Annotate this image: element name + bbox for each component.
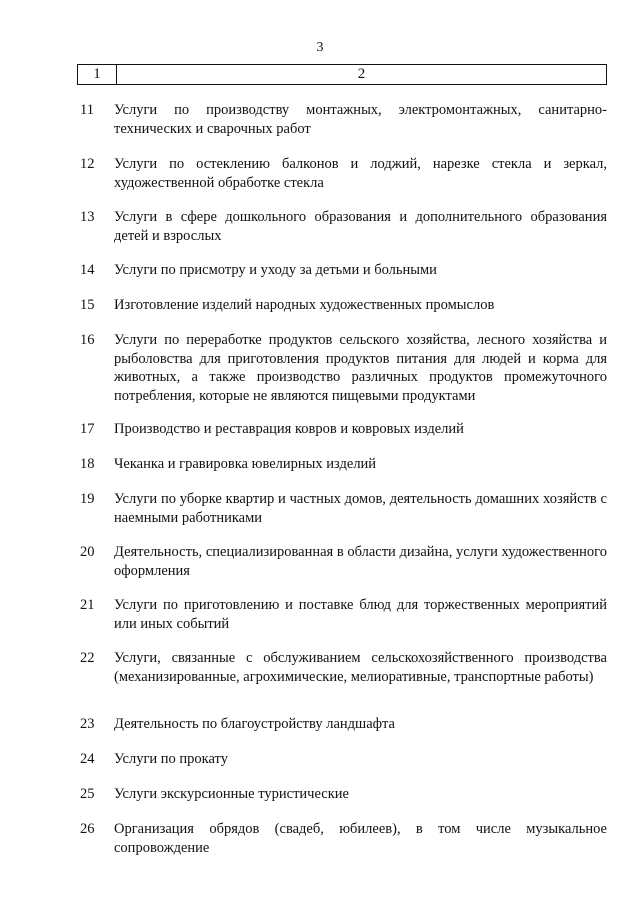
row-text: Услуги по приготовлению и поставке блюд для торжественных мероприятий или иных событий — [114, 597, 607, 632]
row-number: 22 — [80, 650, 95, 666]
row-number: 19 — [80, 491, 95, 507]
row-text: Услуги в сфере дошкольного образования и дополнительного образования детей и взрослых — [114, 209, 607, 244]
row-text: Производство и реставрация ковров и ковровых изделий — [114, 421, 464, 437]
row-text: Чеканка и гравировка ювелирных изделий — [114, 456, 377, 472]
row-text: Услуги по остеклению балконов и лоджий, нарезке стекла и зеркал, художественной обработке стекла — [114, 156, 607, 191]
row-number: 23 — [80, 716, 95, 732]
row-text: Услуги по присмотру и уходу за детьми и больными — [114, 262, 437, 278]
row-text: Деятельность, специализированная в области дизайна, услуги художественного оформления — [114, 544, 607, 579]
table-header — [77, 64, 607, 85]
row-number: 11 — [80, 102, 94, 118]
table-row — [80, 208, 607, 245]
table-row — [80, 820, 607, 857]
row-number: 21 — [80, 597, 95, 613]
row-text: Услуги по прокату — [114, 751, 228, 767]
header-column-number: 1 — [78, 65, 117, 84]
table-row — [80, 490, 607, 527]
row-number: 18 — [80, 456, 95, 472]
table-row — [80, 750, 607, 769]
row-text: Деятельность по благоустройству ландшафта — [114, 716, 395, 732]
table-row — [80, 331, 607, 405]
row-number: 14 — [80, 262, 95, 278]
table-row — [80, 455, 607, 474]
table-row — [80, 155, 607, 192]
table-row — [80, 261, 607, 280]
row-number: 25 — [80, 786, 95, 802]
row-text: Услуги по переработке продуктов сельского хозяйства, лесного хозяйства и рыболовства для приготовления продуктов питания для людей и корма для животных, а также производство различных продуктов промежуточного потребления, которые не являются пищевыми продуктами — [114, 332, 607, 404]
table-row — [80, 420, 607, 439]
row-text: Изготовление изделий народных художественных промыслов — [114, 297, 495, 313]
row-number: 13 — [80, 209, 95, 225]
row-number: 12 — [80, 156, 95, 172]
page-number: 3 — [316, 40, 324, 55]
row-number: 15 — [80, 297, 95, 313]
table-row — [80, 715, 607, 734]
row-number: 26 — [80, 821, 95, 837]
table-row — [80, 785, 607, 804]
row-number: 16 — [80, 332, 95, 348]
row-text: Услуги экскурсионные туристические — [114, 786, 349, 802]
row-number: 17 — [80, 421, 95, 437]
row-text: Услуги по производству монтажных, электромонтажных, санитарно-технических и сварочных работ — [114, 102, 607, 137]
table-row — [80, 596, 607, 633]
table-row — [80, 296, 607, 315]
table-row — [80, 649, 607, 686]
table-row — [80, 543, 607, 580]
row-number: 24 — [80, 751, 95, 767]
row-text: Организация обрядов (свадеб, юбилеев), в том числе музыкальное сопровождение — [114, 821, 607, 856]
row-number: 20 — [80, 544, 95, 560]
header-column-text: 2 — [357, 66, 366, 82]
row-text: Услуги по уборке квартир и частных домов, деятельность домашних хозяйств с наемными работниками — [114, 491, 607, 526]
row-text: Услуги, связанные с обслуживанием сельскохозяйственного производства (механизированные, агрохимические, мелиоративные, транспортные работы) — [114, 650, 607, 685]
table-row — [80, 101, 607, 138]
